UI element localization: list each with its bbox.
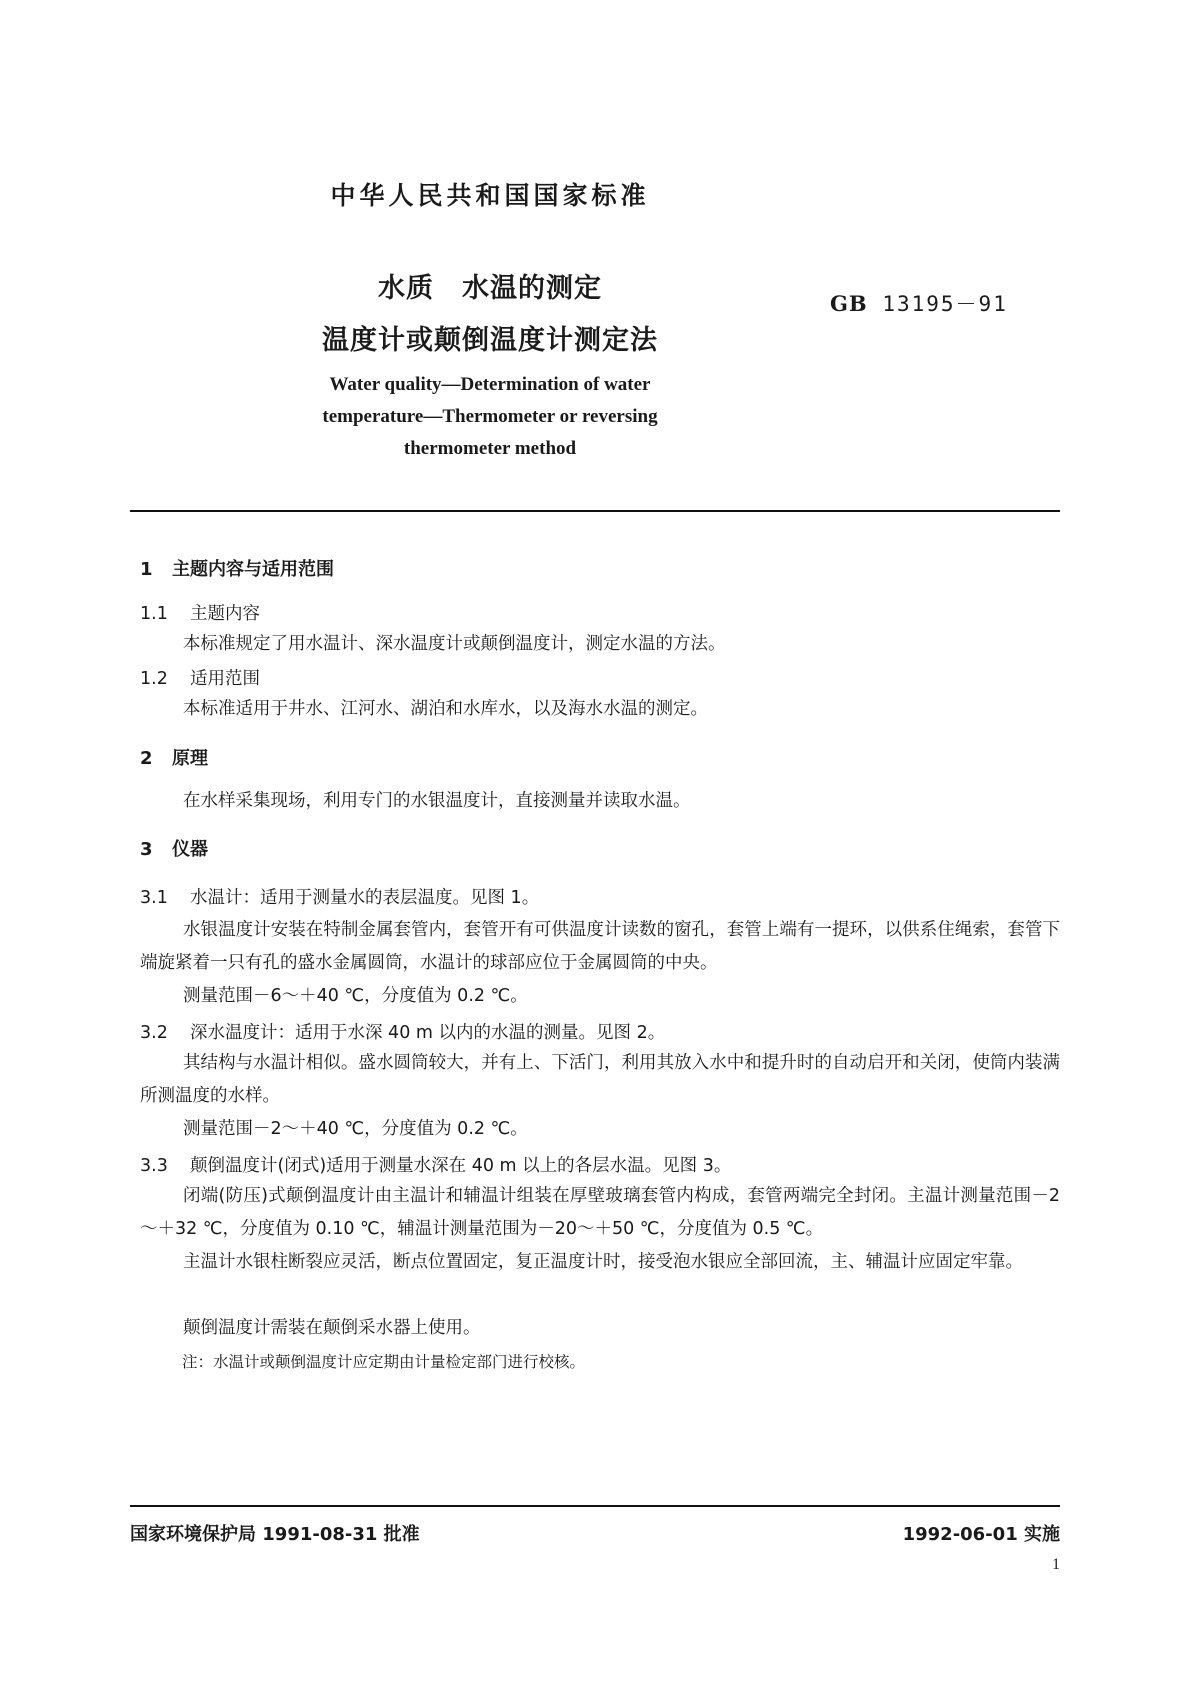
section-3-1-heading: 3.1 水温计：适用于测量水的表层温度。见图 1。 <box>140 888 540 908</box>
title-cn-line1: 水质 水温的测定 <box>378 273 602 304</box>
title-cn-line2: 温度计或颠倒温度计测定法 <box>322 325 658 356</box>
section-1-2-text: 本标准适用于井水、江河水、湖泊和水库水，以及海水水温的测定。 <box>183 699 708 719</box>
title-en-line3: thermometer method <box>403 438 577 459</box>
effective-date: 1992-06-01 实施 <box>902 1524 1060 1545</box>
section-3-heading: 3 仪器 <box>140 839 208 860</box>
approval-date: 国家环境保护局 1991-08-31 批准 <box>130 1524 420 1545</box>
section-2-text: 在水样采集现场，利用专门的水银温度计，直接测量并读取水温。 <box>183 791 691 811</box>
section-3-1-range: 测量范围－6～＋40 ℃，分度值为 0.2 ℃。 <box>183 986 528 1006</box>
section-2-heading: 2 原理 <box>140 748 208 769</box>
header-divider <box>130 510 1060 512</box>
section-3-3-heading: 3.3 颠倒温度计(闭式)适用于测量水深在 40 m 以上的各层水温。见图 3。 <box>140 1156 732 1176</box>
page-number: 1 <box>1052 1556 1060 1573</box>
section-3-2-heading: 3.2 深水温度计：适用于水深 40 m 以内的水温的测量。见图 2。 <box>140 1023 666 1043</box>
standard-code-prefix: GB <box>830 291 868 316</box>
section-1-1-heading: 1.1 主题内容 <box>140 604 260 624</box>
calibration-note: 注：水温计或颠倒温度计应定期由计量检定部门进行校核。 <box>182 1353 586 1371</box>
standard-code <box>830 288 1008 318</box>
section-1-2-heading: 1.2 适用范围 <box>140 669 260 689</box>
section-3-3-usage: 颠倒温度计需装在颠倒采水器上使用。 <box>183 1318 481 1338</box>
title-en-line2: temperature—Thermometer or reversing <box>322 406 658 427</box>
section-3-2-range: 测量范围－2～＋40 ℃，分度值为 0.2 ℃。 <box>183 1119 528 1139</box>
section-3-3-requirements: 主温计水银柱断裂应灵活，断点位置固定，复正温度计时，接受泡水银应全部回流，主、辅温计应固定牢靠。 <box>183 1252 1023 1272</box>
footer-divider <box>130 1505 1060 1507</box>
title-en-line1: Water quality—Determination of water <box>329 374 651 395</box>
section-1-1-text: 本标准规定了用水温计、深水温度计或颠倒温度计，测定水温的方法。 <box>183 634 726 654</box>
standard-code-number: 13195－91 <box>882 292 1008 316</box>
section-3-2-text: 其结构与水温计相似。盛水圆筒较大，并有上、下活门，利用其放入水中和提升时的自动启开和关闭，使筒内装满所测温度的水样。 <box>140 1053 1060 1106</box>
section-3-1-text: 水银温度计安装在特制金属套管内，套管开有可供温度计读数的窗孔，套管上端有一提环，以供系住绳索，套管下端旋紧着一只有孔的盛水金属圆筒，水温计的球部应位于金属圆筒的中央。 <box>140 920 1060 973</box>
section-1-heading: 1 主题内容与适用范围 <box>140 559 334 580</box>
section-3-3-text: 闭端(防压)式颠倒温度计由主温计和辅温计组装在厚壁玻璃套管内构成，套管两端完全封闭。主温计测量范围－2～＋32 ℃，分度值为 0.10 ℃，辅温计测量范围为－20～＋50 ℃，分度值为 0.5 ℃。 <box>140 1186 1060 1239</box>
national-standard-heading: 中华人民共和国国家标准 <box>330 181 650 210</box>
